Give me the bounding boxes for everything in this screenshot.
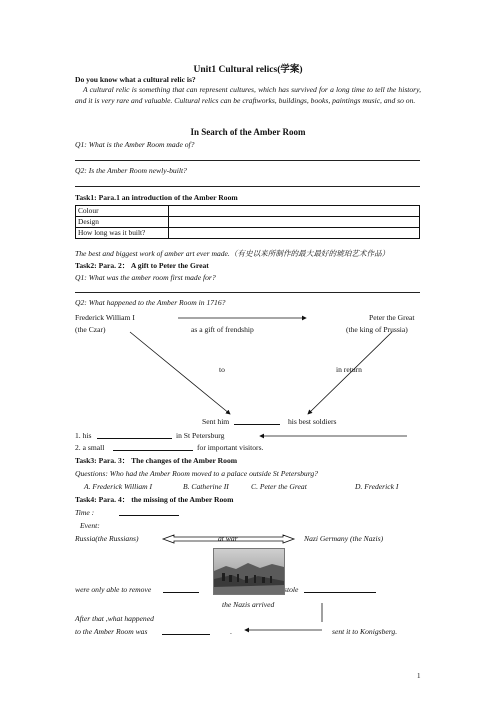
option-d[interactable]: D. Frederick I	[355, 482, 399, 491]
best-soldiers-label: his best soldiers	[288, 417, 337, 426]
russia-label: Russia(the Russians)	[75, 534, 139, 543]
remove-label: were only able to remove	[75, 585, 152, 594]
row-label: Design	[76, 217, 169, 228]
page-number: 1	[417, 672, 421, 680]
task2-question-1: Q1: What was the amber room first made for?	[75, 273, 216, 282]
after-label: After that ,what happened	[75, 614, 154, 623]
period-mark: .	[230, 627, 232, 636]
task3-heading: Task3: Para. 3： The changes of the Amber Room	[75, 456, 238, 465]
line2-end: for important visitors.	[197, 443, 264, 452]
peter-label: Peter the Great	[369, 313, 415, 322]
option-b[interactable]: B. Catherine II	[183, 482, 229, 491]
intro-paragraph: A cultural relic is something that can represent cultures, which has survived for a long time to tell the history, and it is very rare and valuable. Cultural relics can be craftworks, buildings, books, paintings music, and so on.	[75, 85, 421, 105]
frederick-down-arrow	[130, 332, 230, 414]
event-label: Event:	[80, 521, 100, 530]
to-label: to	[219, 365, 225, 374]
nazi-label: Nazi Germany (the Nazis)	[304, 534, 384, 543]
to-room-label: to the Amber Room was	[75, 627, 148, 636]
option-a[interactable]: A. Frederick William I	[84, 482, 153, 491]
question-2: Q2: Is the Amber Room newly-built?	[75, 166, 187, 175]
nazis-arrived-label: the Nazis arrived	[222, 600, 275, 609]
intro-question: Do you know what a cultural relic is?	[75, 75, 196, 84]
row-label: Colour	[76, 206, 169, 217]
note-text: The best and biggest work of amber art ever made.（有史以来所制作的最大最好的琥珀艺术作品）	[75, 249, 390, 258]
sent-him-label: Sent him	[202, 417, 230, 426]
gift-label: as a gift of frendship	[191, 325, 254, 334]
time-label: Time :	[75, 508, 95, 517]
frederick-label: Frederick William I	[75, 313, 135, 322]
king-label: (the king of Prussia)	[346, 325, 408, 334]
czar-label: (the Czar)	[75, 325, 106, 334]
line1-start: 1. his	[75, 431, 92, 440]
section-title: In Search of the Amber Room	[190, 127, 306, 137]
task2-question-2: Q2: What happened to the Amber Room in 1716?	[75, 298, 226, 307]
at-war-double-arrow	[163, 535, 294, 543]
line1-end: in St Petersburg	[176, 431, 225, 440]
task1-heading: Task1: Para.1 an introduction of the Amber Room	[75, 193, 238, 202]
row-label: How long was it built?	[76, 228, 169, 239]
line2-start: 2. a small	[75, 443, 105, 452]
question-1: Q1: What is the Amber Room made of?	[75, 140, 195, 149]
page-title: Unit1 Cultural relics(学案)	[193, 65, 303, 75]
at-war-label: at war	[218, 534, 238, 543]
sent-to-label: sent it to Konigsberg.	[332, 627, 398, 636]
task2-heading: Task2: Para. 2： A gift to Peter the Great	[75, 261, 209, 270]
stole-label: stole	[284, 585, 299, 594]
task4-heading: Task4: Para. 4： the missing of the Amber Room	[75, 495, 234, 504]
option-c[interactable]: C. Peter the Great	[251, 482, 307, 491]
task3-question: Questions: Who had the Amber Room moved to a palace outside St Petersburg?	[75, 469, 318, 478]
in-return-label: in return	[336, 365, 362, 374]
peter-down-arrow	[308, 332, 392, 414]
